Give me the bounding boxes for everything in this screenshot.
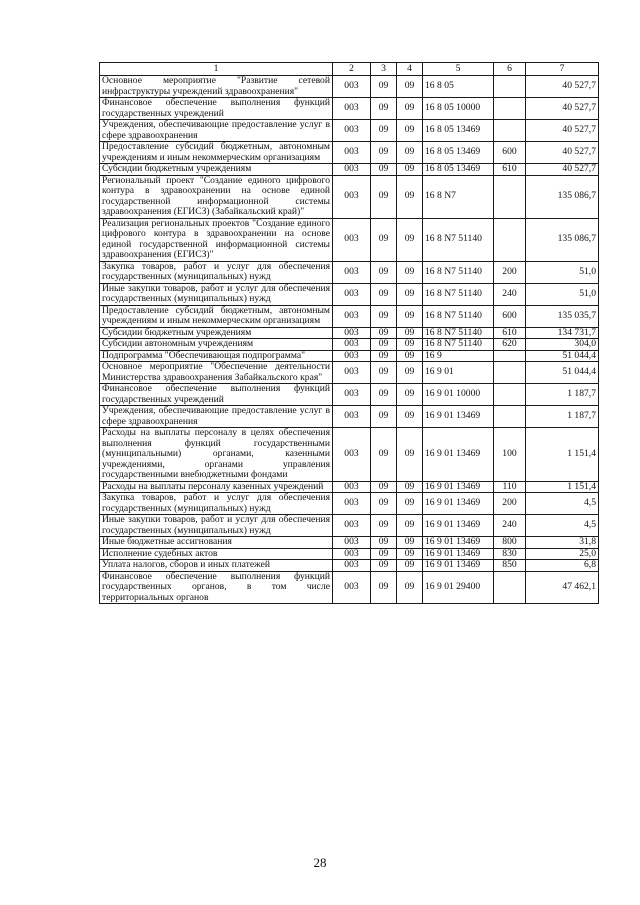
expense-type-cell (494, 384, 526, 406)
item-name-cell: Закупка товаров, работ и услуг для обеспечения государственных (муниципальных) нужд (100, 261, 333, 283)
section-code-cell: 09 (371, 218, 397, 261)
ministry-code-cell: 003 (333, 571, 371, 604)
target-article-cell: 16 9 01 13469 (423, 481, 494, 493)
table-row (100, 327, 599, 339)
item-name-cell: Иные закупки товаров, работ и услуг для обеспечения государственных (муниципальных) нужд (100, 283, 333, 305)
item-name-cell: Субсидии автономным учреждениям (100, 339, 333, 351)
target-article-cell: 16 8 05 10000 (423, 98, 494, 120)
section-code-cell: 09 (371, 560, 397, 572)
table-row (100, 515, 599, 537)
item-name-cell: Учреждения, обеспечивающие предоставление услуг в сфере здравоохранения (100, 120, 333, 142)
section-code-cell: 09 (371, 515, 397, 537)
item-name-cell: Основное мероприятие "Развитие сетевой инфраструктуры учреждений здравоохранения" (100, 76, 333, 98)
amount-cell: 1 151,4 (526, 481, 599, 493)
target-article-cell: 16 9 (423, 350, 494, 362)
amount-cell: 1 187,7 (526, 406, 599, 428)
ministry-code-cell: 003 (333, 339, 371, 351)
expense-type-cell: 600 (494, 142, 526, 164)
section-code-cell: 09 (371, 98, 397, 120)
section-code-cell: 09 (371, 142, 397, 164)
subsection-code-cell: 09 (397, 571, 423, 604)
ministry-code-cell: 003 (333, 428, 371, 482)
expense-type-cell: 600 (494, 305, 526, 327)
ministry-code-cell: 003 (333, 560, 371, 572)
expense-type-cell (494, 120, 526, 142)
expense-type-cell: 800 (494, 537, 526, 549)
table-row (100, 350, 599, 362)
expense-type-cell (494, 175, 526, 218)
column-header: 1 (100, 63, 333, 76)
amount-cell: 51 044,4 (526, 350, 599, 362)
table-body (100, 76, 599, 604)
expense-type-cell: 830 (494, 548, 526, 560)
target-article-cell: 16 9 01 13469 (423, 493, 494, 515)
target-article-cell: 16 8 05 (423, 76, 494, 98)
section-code-cell: 09 (371, 76, 397, 98)
amount-cell: 40 527,7 (526, 142, 599, 164)
ministry-code-cell: 003 (333, 493, 371, 515)
amount-cell: 1 187,7 (526, 384, 599, 406)
ministry-code-cell: 003 (333, 283, 371, 305)
target-article-cell: 16 9 01 29400 (423, 571, 494, 604)
target-article-cell: 16 9 01 13469 (423, 515, 494, 537)
target-article-cell: 16 8 05 13469 (423, 164, 494, 176)
ministry-code-cell: 003 (333, 142, 371, 164)
ministry-code-cell: 003 (333, 305, 371, 327)
ministry-code-cell: 003 (333, 261, 371, 283)
item-name-cell: Подпрограмма "Обеспечивающая подпрограмма" (100, 350, 333, 362)
ministry-code-cell: 003 (333, 120, 371, 142)
ministry-code-cell: 003 (333, 481, 371, 493)
ministry-code-cell: 003 (333, 327, 371, 339)
expense-type-cell: 610 (494, 164, 526, 176)
subsection-code-cell: 09 (397, 350, 423, 362)
amount-cell: 47 462,1 (526, 571, 599, 604)
column-header: 6 (494, 63, 526, 76)
ministry-code-cell: 003 (333, 537, 371, 549)
target-article-cell: 16 8 05 13469 (423, 120, 494, 142)
column-header: 5 (423, 63, 494, 76)
expense-type-cell: 200 (494, 493, 526, 515)
item-name-cell: Финансовое обеспечение выполнения функций государственных учреждений (100, 98, 333, 120)
item-name-cell: Исполнение судебных актов (100, 548, 333, 560)
expense-type-cell: 240 (494, 515, 526, 537)
table-row (100, 261, 599, 283)
subsection-code-cell: 09 (397, 261, 423, 283)
table-row (100, 142, 599, 164)
column-header: 4 (397, 63, 423, 76)
subsection-code-cell: 09 (397, 384, 423, 406)
section-code-cell: 09 (371, 120, 397, 142)
item-name-cell: Субсидии бюджетным учреждениям (100, 164, 333, 176)
ministry-code-cell: 003 (333, 175, 371, 218)
expense-type-cell (494, 406, 526, 428)
item-name-cell: Финансовое обеспечение выполнения функций государственных органов, в том числе территориальных органов (100, 571, 333, 604)
target-article-cell: 16 9 01 13469 (423, 428, 494, 482)
section-code-cell: 09 (371, 362, 397, 384)
table-row (100, 218, 599, 261)
expense-type-cell: 240 (494, 283, 526, 305)
subsection-code-cell: 09 (397, 305, 423, 327)
amount-cell: 31,8 (526, 537, 599, 549)
target-article-cell: 16 8 05 13469 (423, 142, 494, 164)
subsection-code-cell: 09 (397, 142, 423, 164)
section-code-cell: 09 (371, 305, 397, 327)
amount-cell: 4,5 (526, 515, 599, 537)
section-code-cell: 09 (371, 481, 397, 493)
expense-type-cell: 850 (494, 560, 526, 572)
ministry-code-cell: 003 (333, 76, 371, 98)
page-number: 28 (313, 855, 327, 870)
target-article-cell: 16 9 01 13469 (423, 537, 494, 549)
expense-type-cell (494, 98, 526, 120)
ministry-code-cell: 003 (333, 362, 371, 384)
section-code-cell: 09 (371, 327, 397, 339)
table-row (100, 98, 599, 120)
ministry-code-cell: 003 (333, 350, 371, 362)
header-row (100, 63, 599, 76)
subsection-code-cell: 09 (397, 493, 423, 515)
amount-cell: 135 086,7 (526, 218, 599, 261)
amount-cell: 51,0 (526, 283, 599, 305)
amount-cell: 304,0 (526, 339, 599, 351)
expense-type-cell (494, 218, 526, 261)
table-row (100, 481, 599, 493)
section-code-cell: 09 (371, 339, 397, 351)
item-name-cell: Финансовое обеспечение выполнения функций государственных учреждений (100, 384, 333, 406)
amount-cell: 51,0 (526, 261, 599, 283)
table-row (100, 305, 599, 327)
target-article-cell: 16 8 N7 51140 (423, 283, 494, 305)
amount-cell: 4,5 (526, 493, 599, 515)
expense-type-cell: 100 (494, 428, 526, 482)
column-header: 2 (333, 63, 371, 76)
item-name-cell: Региональный проект "Создание единого цифрового контура в здравоохранении на основе единой государственной информационной системы здравоохранения (ЕГИСЗ) (Забайкальский край)" (100, 175, 333, 218)
subsection-code-cell: 09 (397, 98, 423, 120)
subsection-code-cell: 09 (397, 327, 423, 339)
table-row (100, 362, 599, 384)
table-row (100, 384, 599, 406)
subsection-code-cell: 09 (397, 481, 423, 493)
item-name-cell: Субсидии бюджетным учреждениям (100, 327, 333, 339)
section-code-cell: 09 (371, 406, 397, 428)
section-code-cell: 09 (371, 384, 397, 406)
table-row (100, 548, 599, 560)
target-article-cell: 16 8 N7 51140 (423, 305, 494, 327)
section-code-cell: 09 (371, 571, 397, 604)
ministry-code-cell: 003 (333, 406, 371, 428)
amount-cell: 40 527,7 (526, 98, 599, 120)
subsection-code-cell: 09 (397, 175, 423, 218)
subsection-code-cell: 09 (397, 120, 423, 142)
table-row (100, 428, 599, 482)
table-row (100, 571, 599, 604)
subsection-code-cell: 09 (397, 537, 423, 549)
table-row (100, 283, 599, 305)
expense-type-cell: 200 (494, 261, 526, 283)
amount-cell: 40 527,7 (526, 76, 599, 98)
subsection-code-cell: 09 (397, 406, 423, 428)
expense-type-cell: 620 (494, 339, 526, 351)
section-code-cell: 09 (371, 428, 397, 482)
section-code-cell: 09 (371, 164, 397, 176)
section-code-cell: 09 (371, 261, 397, 283)
section-code-cell: 09 (371, 537, 397, 549)
expense-type-cell: 610 (494, 327, 526, 339)
subsection-code-cell: 09 (397, 218, 423, 261)
subsection-code-cell: 09 (397, 164, 423, 176)
table-row (100, 175, 599, 218)
amount-cell: 6,8 (526, 560, 599, 572)
item-name-cell: Закупка товаров, работ и услуг для обеспечения государственных (муниципальных) нужд (100, 493, 333, 515)
expense-type-cell (494, 350, 526, 362)
subsection-code-cell: 09 (397, 515, 423, 537)
section-code-cell: 09 (371, 175, 397, 218)
section-code-cell: 09 (371, 548, 397, 560)
target-article-cell: 16 8 N7 51140 (423, 261, 494, 283)
column-header: 3 (371, 63, 397, 76)
target-article-cell: 16 9 01 13469 (423, 548, 494, 560)
expense-type-cell (494, 571, 526, 604)
amount-cell: 51 044,4 (526, 362, 599, 384)
subsection-code-cell: 09 (397, 339, 423, 351)
target-article-cell: 16 9 01 10000 (423, 384, 494, 406)
expense-type-cell (494, 362, 526, 384)
amount-cell: 134 731,7 (526, 327, 599, 339)
amount-cell: 135 086,7 (526, 175, 599, 218)
item-name-cell: Иные закупки товаров, работ и услуг для обеспечения государственных (муниципальных) нужд (100, 515, 333, 537)
table-row (100, 406, 599, 428)
table-row (100, 76, 599, 98)
subsection-code-cell: 09 (397, 428, 423, 482)
table-row (100, 120, 599, 142)
subsection-code-cell: 09 (397, 362, 423, 384)
expense-type-cell (494, 76, 526, 98)
target-article-cell: 16 8 N7 (423, 175, 494, 218)
target-article-cell: 16 9 01 13469 (423, 406, 494, 428)
section-code-cell: 09 (371, 493, 397, 515)
item-name-cell: Основное мероприятие "Обеспечение деятельности Министерства здравоохранения Забайкальского края" (100, 362, 333, 384)
amount-cell: 135 035,7 (526, 305, 599, 327)
target-article-cell: 16 8 N7 51140 (423, 327, 494, 339)
ministry-code-cell: 003 (333, 515, 371, 537)
subsection-code-cell: 09 (397, 283, 423, 305)
amount-cell: 1 151,4 (526, 428, 599, 482)
item-name-cell: Расходы на выплаты персоналу казенных учреждений (100, 481, 333, 493)
table-row (100, 339, 599, 351)
item-name-cell: Предоставление субсидий бюджетным, автономным учреждениям и иным некоммерческим организациям (100, 142, 333, 164)
ministry-code-cell: 003 (333, 548, 371, 560)
subsection-code-cell: 09 (397, 76, 423, 98)
item-name-cell: Учреждения, обеспечивающие предоставление услуг в сфере здравоохранения (100, 406, 333, 428)
item-name-cell: Расходы на выплаты персоналу в целях обеспечения выполнения функций государственными (муниципальными) органами, казенными учреждениями, органами управления государственными внебюджетными фондами (100, 428, 333, 482)
subsection-code-cell: 09 (397, 560, 423, 572)
ministry-code-cell: 003 (333, 164, 371, 176)
item-name-cell: Реализация региональных проектов "Создание единого цифрового контура в здравоохранении на основе единой государственной информационной системы здравоохранения (ЕГИСЗ)" (100, 218, 333, 261)
section-code-cell: 09 (371, 283, 397, 305)
expense-type-cell: 110 (494, 481, 526, 493)
subsection-code-cell: 09 (397, 548, 423, 560)
target-article-cell: 16 9 01 (423, 362, 494, 384)
amount-cell: 40 527,7 (526, 120, 599, 142)
item-name-cell: Предоставление субсидий бюджетным, автономным учреждениям и иным некоммерческим организациям (100, 305, 333, 327)
ministry-code-cell: 003 (333, 384, 371, 406)
target-article-cell: 16 9 01 13469 (423, 560, 494, 572)
section-code-cell: 09 (371, 350, 397, 362)
budget-table (99, 62, 599, 604)
target-article-cell: 16 8 N7 51140 (423, 339, 494, 351)
table-row (100, 537, 599, 549)
target-article-cell: 16 8 N7 51140 (423, 218, 494, 261)
item-name-cell: Уплата налогов, сборов и иных платежей (100, 560, 333, 572)
item-name-cell: Иные бюджетные ассигнования (100, 537, 333, 549)
table-row (100, 164, 599, 176)
column-header: 7 (526, 63, 599, 76)
ministry-code-cell: 003 (333, 98, 371, 120)
amount-cell: 40 527,7 (526, 164, 599, 176)
table-row (100, 493, 599, 515)
amount-cell: 25,0 (526, 548, 599, 560)
table-row (100, 560, 599, 572)
ministry-code-cell: 003 (333, 218, 371, 261)
